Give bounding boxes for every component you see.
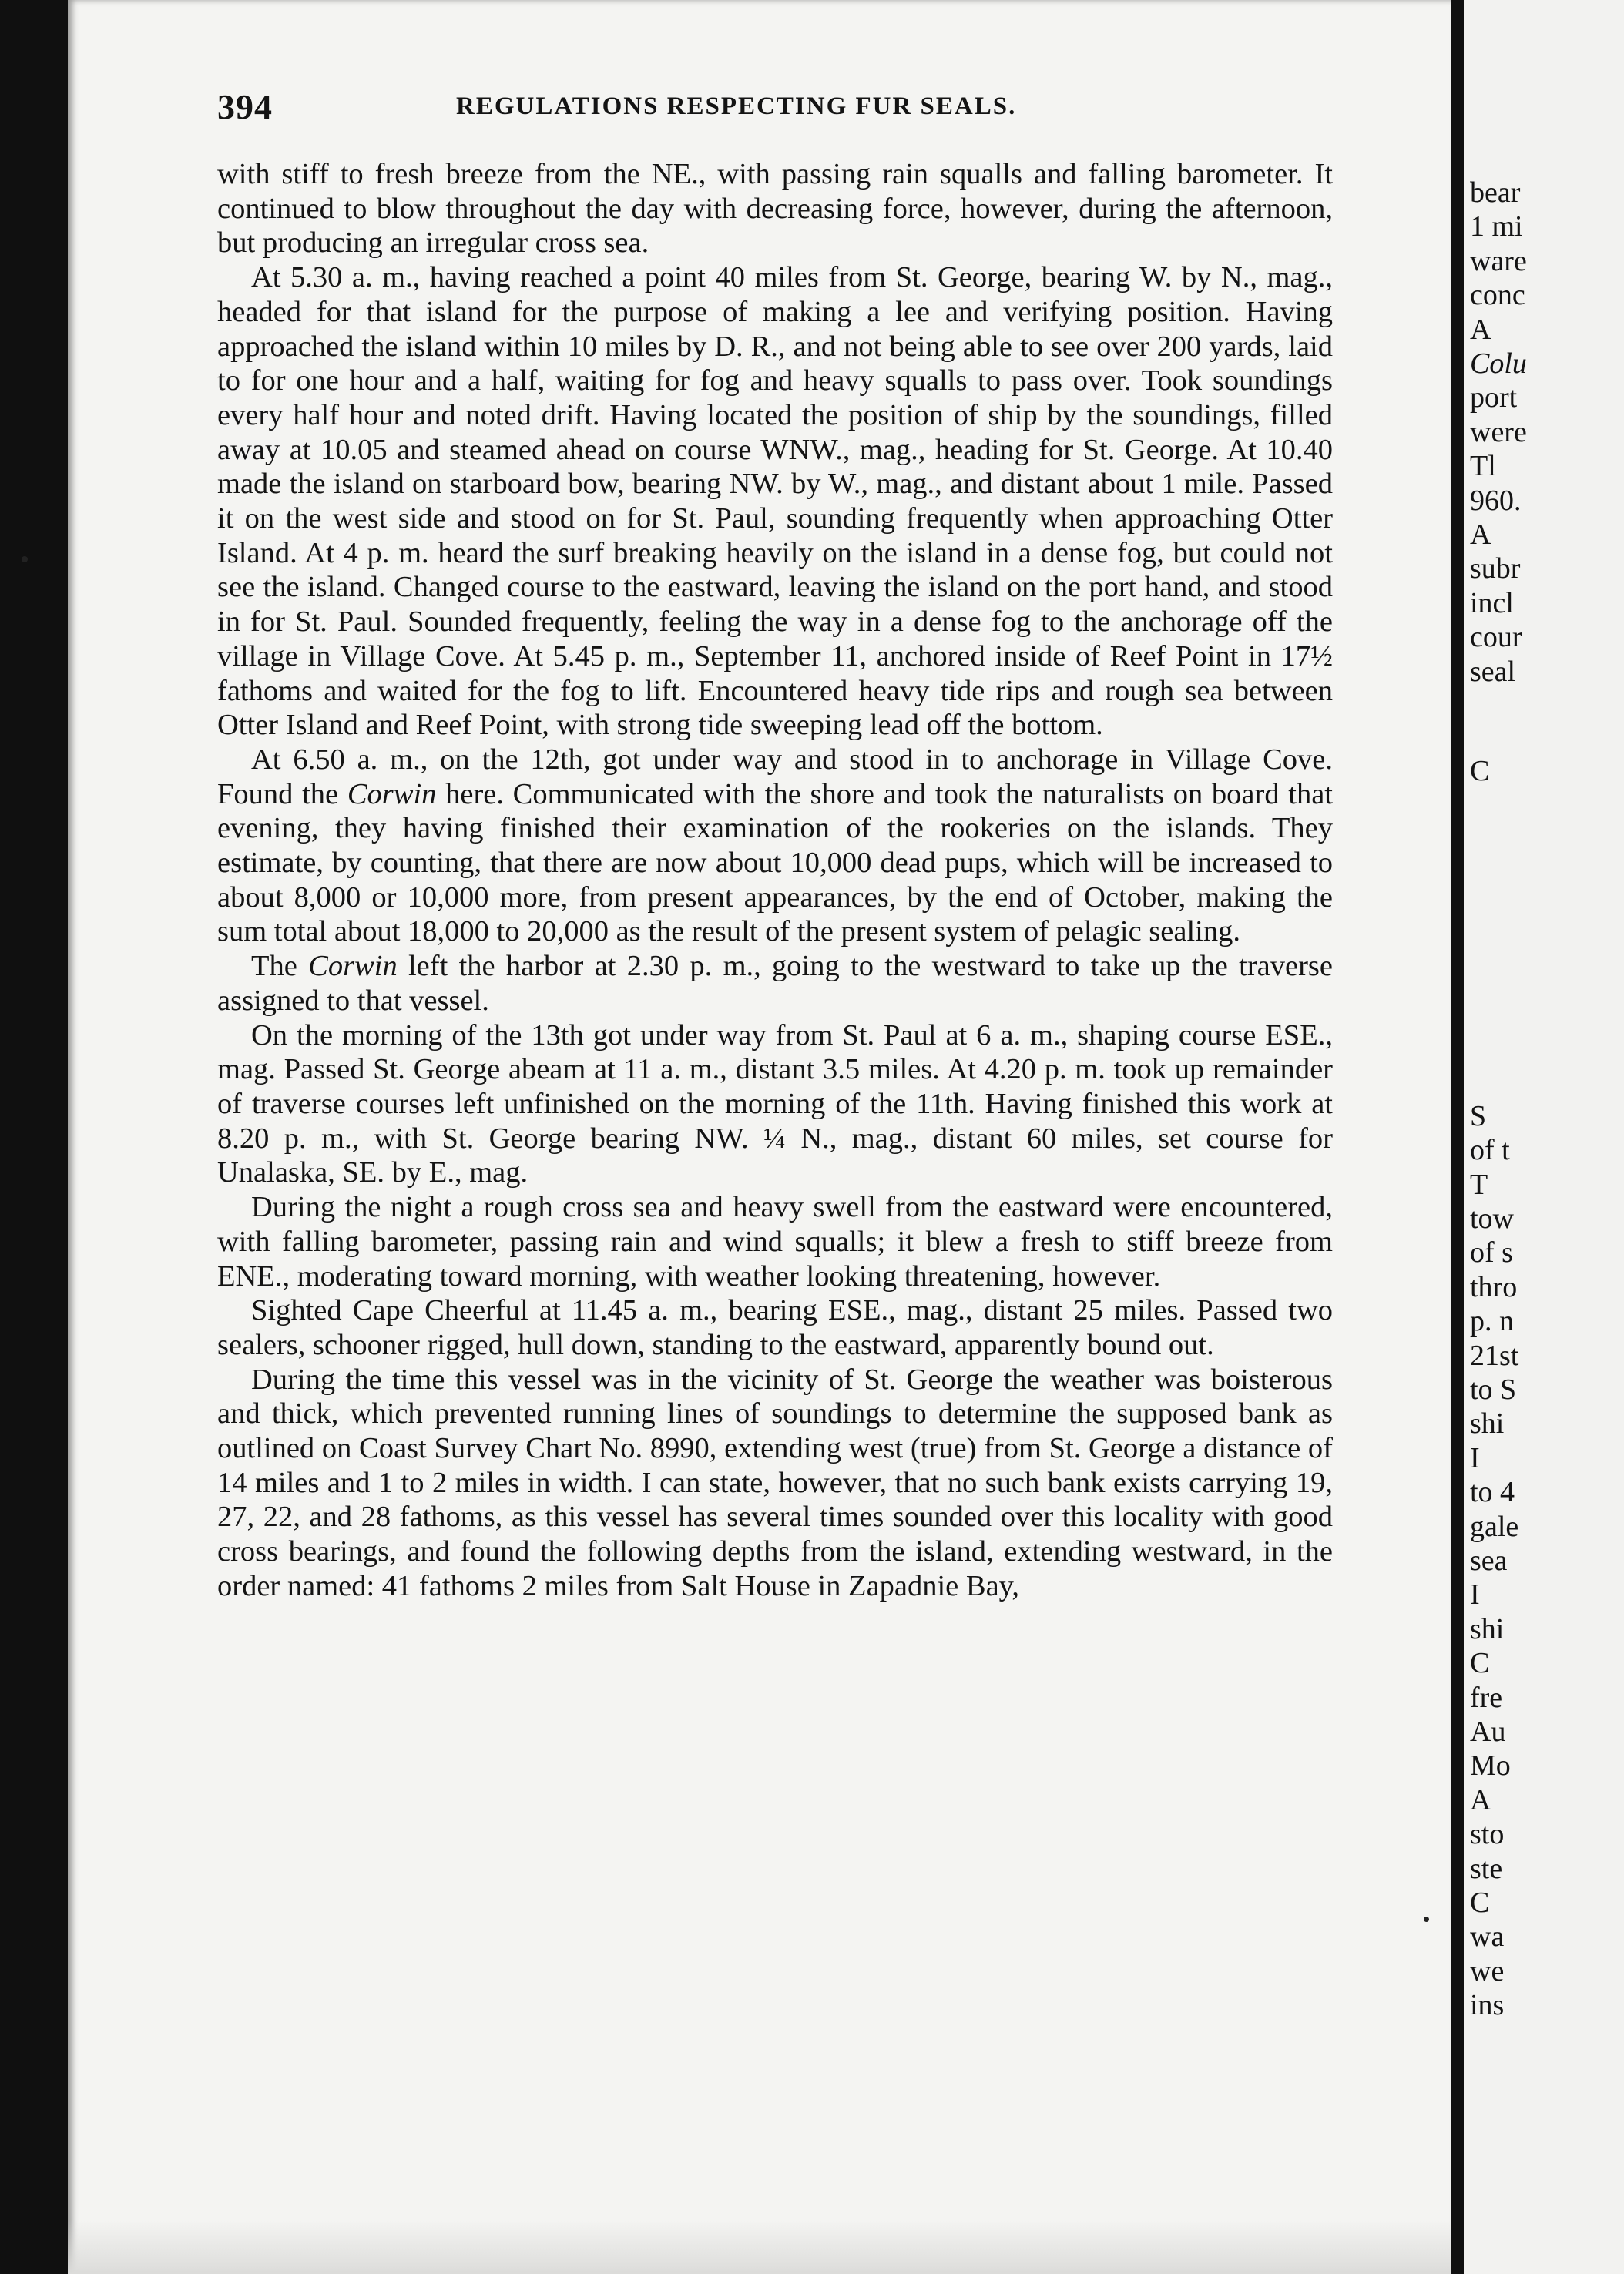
edge-fragment: A [1470,313,1491,346]
scan-speck [22,556,28,562]
running-head [217,86,1350,128]
paragraph: At 6.50 a. m., on the 12th, got under way and stood in to anchorage in Village Cove. Found the Corwin here. Communicated with the shore and took the naturalists on board that evening, they having finished their examination of the rookeries on the islands. They estimate, by counting, that there are now about 10,000 dead pups, which will be increased to about 8,000 or 10,000 more, from present appearances, by the end of October, making the sum total about 18,000 to 20,000 as the result of the present system of pelagic sealing. [217,743,1333,948]
edge-fragment: fre [1470,1681,1503,1714]
edge-fragment: port [1470,381,1518,414]
paragraph: with stiff to fresh breeze from the NE., with passing rain squalls and falling barometer. It continued to blow throughout the day with decreasing force, however, during the afternoon, but producing an irregular cross sea. [217,158,1333,260]
paragraph: Sighted Cape Cheerful at 11.45 a. m., bearing ESE., mag., distant 25 miles. Passed two sealers, schooner rigged, hull down, standing to the eastward, apparently bound out. [217,1294,1333,1361]
edge-fragment: sto [1470,1818,1505,1851]
edge-fragment: 960. [1470,484,1522,517]
edge-fragment: ins [1470,1989,1505,2022]
adjacent-page-edge [1464,0,1624,2274]
paragraph: During the time this vessel was in the vicinity of St. George the weather was boisterous and thick, which prevented running lines of soundings to determine the supposed bank as outlined on Coast Survey Chart No. 8990, extending west (true) from St. George a distance of 14 miles and 1 to 2 miles in width. I can state, however, that no such bank exists carrying 19, 27, 22, and 28 fathoms, as this vessel has several times sounded over this locality with good cross bearings, and found the following depths from the island, extending westward, in the order named: 41 fathoms 2 miles from Salt House in Zapadnie Bay, [217,1363,1333,1602]
edge-fragment: thro [1470,1270,1518,1303]
edge-fragment: seal [1470,655,1516,688]
edge-fragment: A [1470,518,1491,551]
edge-fragment: shi [1470,1612,1505,1645]
paragraph: The Corwin left the harbor at 2.30 p. m., going to the westward to take up the traverse assigned to that vessel. [217,950,1334,1017]
vessel-name: Corwin [347,777,437,810]
edge-fragment: cour [1470,621,1522,654]
vessel-name: Corwin [308,950,398,983]
edge-fragment: 21st [1470,1339,1519,1372]
edge-fragment: Mo [1470,1749,1511,1783]
edge-fragment: C [1470,1887,1490,1919]
edge-fragment: ste [1470,1852,1503,1885]
edge-fragment: conc [1470,279,1525,312]
edge-fragment: S [1470,1099,1487,1132]
paragraph: At 5.30 a. m., having reached a point 40 miles from St. George, bearing W. by N., mag., headed for that island for the purpose of making a lee and verifying position. Having approached the island within 10 miles by D. R., and not being able to see over 200 yards, laid to for one hour and a half, waiting for fog and heavy squalls to pass over. Took soundings every half hour and noted drift. Having located the position of ship by the soundings, filled away at 10.05 and steamed ahead on course WNW., mag., heading for St. George. At 10.40 made the island on starboard bow, bearing NW. by W., mag., and distant about 1 mile. Passed it on the west side and stood on for St. Paul, sounding frequently when approaching Otter Island. At 4 p. m. heard the surf breaking heavily on the island in a dense fog, but could not see the island. Changed course to the eastward, leaving the island on the port hand, and stood in for St. Paul. Sounded frequently, feeling the way in a dense fog to the anchorage off the village in Village Cove. At 5.45 p. m., September 11, anchored inside of Reef Point in 17½ fathoms and waited for the fog to lift. Encountered heavy tide rips and rough sea between Otter Island and Reef Point, with strong tide sweeping lead off the bottom. [217,261,1333,742]
page-number: 394 [217,87,273,126]
edge-fragment: shi [1470,1407,1505,1441]
edge-fragment: subr [1470,552,1521,585]
edge-fragment: sea [1470,1545,1508,1577]
edge-fragment: wa [1470,1920,1505,1954]
edge-fragment: to 4 [1470,1476,1515,1509]
edge-fragment: Au [1470,1716,1506,1748]
edge-fragment: p. n [1470,1305,1514,1338]
edge-fragment: C [1470,1647,1490,1680]
edge-fragment: we [1470,1954,1505,1987]
edge-fragment: to S [1470,1373,1517,1406]
edge-fragment: I [1470,1578,1480,1612]
edge-fragment: incl [1470,586,1514,619]
edge-fragment: of t [1470,1134,1510,1167]
scan-speck [1424,1917,1429,1922]
paragraph: During the night a rough cross sea and heavy swell from the eastward were encountered, with falling barometer, passing rain and wind squalls; it blew a fresh to stiff breeze from ENE., moderating toward morning, with weather looking threatening, however. [217,1191,1333,1293]
edge-fragment: of s [1470,1236,1513,1269]
edge-fragment: 1 mi [1470,210,1523,243]
edge-fragment: C [1470,754,1490,787]
edge-fragment: Tl [1470,450,1496,483]
edge-fragment: I [1470,1441,1480,1474]
paragraph: On the morning of the 13th got under way from St. Paul at 6 a. m., shaping course ESE., mag. Passed St. George abeam at 11 a. m., distant 3.5 miles. At 4.20 p. m. took up remainder of traverse courses left unfinished on the morning of the 11th. Having finished this work at 8.20 p. m., with St. George bearing NW. ¼ N., mag., distant 60 miles, set course for Unalaska, SE. by E., mag. [217,1018,1333,1189]
edge-fragment: A [1470,1783,1491,1816]
edge-fragment: gale [1470,1510,1519,1543]
running-title: REGULATIONS RESPECTING FUR SEALS. [456,92,1017,120]
edge-fragment: bear [1470,176,1521,209]
edge-fragment: ware [1470,244,1527,277]
edge-fragment: were [1470,415,1527,448]
edge-fragment: T [1470,1168,1488,1201]
body-text [217,157,1333,1604]
edge-fragment: Colu [1470,347,1527,380]
edge-fragment: tow [1470,1202,1514,1235]
